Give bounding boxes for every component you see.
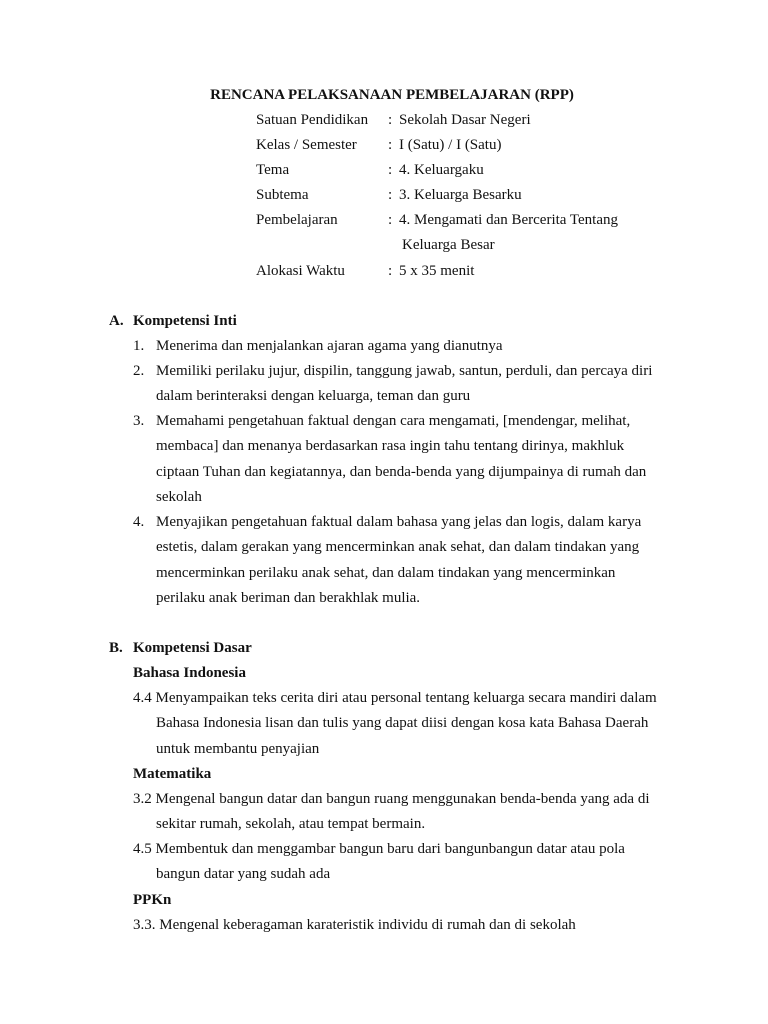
identity-value: 4. Keluargaku <box>399 162 484 178</box>
list-item-ki-4 <box>133 510 693 611</box>
section-letter: A. <box>109 313 124 329</box>
list-line: ciptaan Tuhan dan kegiatannya, dan benda-benda yang dijumpainya di rumah dan <box>156 463 647 480</box>
list-line: Memiliki perilaku jujur, dispilin, tanggung jawab, santun, perduli, dan percaya diri <box>156 363 653 379</box>
list-line: perilaku anak beriman dan berakhlak mulia. <box>156 589 421 606</box>
identity-value: 4. Mengamati dan Bercerita Tentang <box>399 212 619 228</box>
list-line: dalam berinteraksi dengan keluarga, teman dan guru <box>156 388 471 405</box>
list-line: Menyajikan pengetahuan faktual dalam bahasa yang jelas dan logis, dalam karya <box>156 514 642 530</box>
competency-item-3-2 <box>133 787 713 838</box>
identity-value: 3. Keluarga Besarku <box>399 187 522 203</box>
competency-line: 4.5 Membentuk dan menggambar bangun baru dari bangunbangun datar atau pola <box>133 841 625 857</box>
identity-colon: : <box>388 187 393 203</box>
identity-label: Kelas / Semester <box>256 137 357 153</box>
list-number: 4. <box>133 514 145 530</box>
competency-line: Bahasa Indonesia lisan dan tulis yang dapat diisi dengan kosa kata Bahasa Daerah <box>156 715 649 732</box>
identity-colon: : <box>388 212 393 228</box>
section-heading-kompetensi-inti <box>109 311 237 331</box>
competency-item-4-5 <box>133 837 713 888</box>
list-line: sekolah <box>156 488 202 505</box>
identity-colon: : <box>388 137 393 153</box>
competency-line: bangun datar yang sudah ada <box>156 866 331 883</box>
identity-label: Pembelajaran <box>256 212 338 228</box>
identity-colon: : <box>388 112 393 128</box>
identity-label: Subtema <box>256 187 309 203</box>
section-title: Kompetensi Inti <box>133 313 237 329</box>
list-item-ki-1 <box>133 334 693 359</box>
list-item-ki-3 <box>133 409 693 510</box>
list-line: membaca] dan menanya berdasarkan rasa ingin tahu tentang dirinya, makhluk <box>156 438 625 455</box>
list-number: 2. <box>133 363 145 379</box>
competency-line: 4.4 Menyampaikan teks cerita diri atau personal tentang keluarga secara mandiri dalam <box>133 690 657 706</box>
list-number: 1. <box>133 338 145 354</box>
list-number: 3. <box>133 413 145 429</box>
subject-heading-ppkn: PPKn <box>133 892 172 908</box>
competency-line: untuk membantu penyajian <box>156 740 320 757</box>
list-line: Menerima dan menjalankan ajaran agama yang dianutnya <box>156 338 503 354</box>
list-line: mencerminkan perilaku anak sehat, dan dalam tindakan yang mencerminkan <box>156 564 616 581</box>
list-line: estetis, dalam gerakan yang mencerminkan anak sehat, dan dalam tindakan yang <box>156 539 640 556</box>
section-letter: B. <box>109 640 123 656</box>
identity-label: Alokasi Waktu <box>256 263 345 279</box>
competency-line: sekitar rumah, sekolah, atau tempat bermain. <box>156 816 426 833</box>
competency-item-3-3 <box>133 913 713 938</box>
identity-label: Tema <box>256 162 290 178</box>
subject-heading-bahasa-indonesia: Bahasa Indonesia <box>133 665 246 681</box>
identity-value: Sekolah Dasar Negeri <box>399 112 531 128</box>
identity-label: Satuan Pendidikan <box>256 112 369 128</box>
competency-line: 3.3. Mengenal keberagaman karateristik individu di rumah dan di sekolah <box>133 917 576 933</box>
section-title: Kompetensi Dasar <box>133 640 252 656</box>
identity-colon: : <box>388 162 393 178</box>
competency-item-4-4 <box>133 686 713 762</box>
identity-value-continuation: Keluarga Besar <box>402 237 495 253</box>
competency-line: 3.2 Mengenal bangun datar dan bangun ruang menggunakan benda-benda yang ada di <box>133 791 650 807</box>
document-title: RENCANA PELAKSANAAN PEMBELAJARAN (RPP) <box>210 87 574 103</box>
identity-value: 5 x 35 menit <box>399 263 475 279</box>
identity-value: I (Satu) / I (Satu) <box>399 137 502 153</box>
list-line: Memahami pengetahuan faktual dengan cara mengamati, [mendengar, melihat, <box>156 413 631 429</box>
list-item-ki-2 <box>133 359 693 410</box>
identity-colon: : <box>388 263 393 279</box>
subject-heading-matematika: Matematika <box>133 766 212 782</box>
section-heading-kompetensi-dasar <box>109 638 252 658</box>
